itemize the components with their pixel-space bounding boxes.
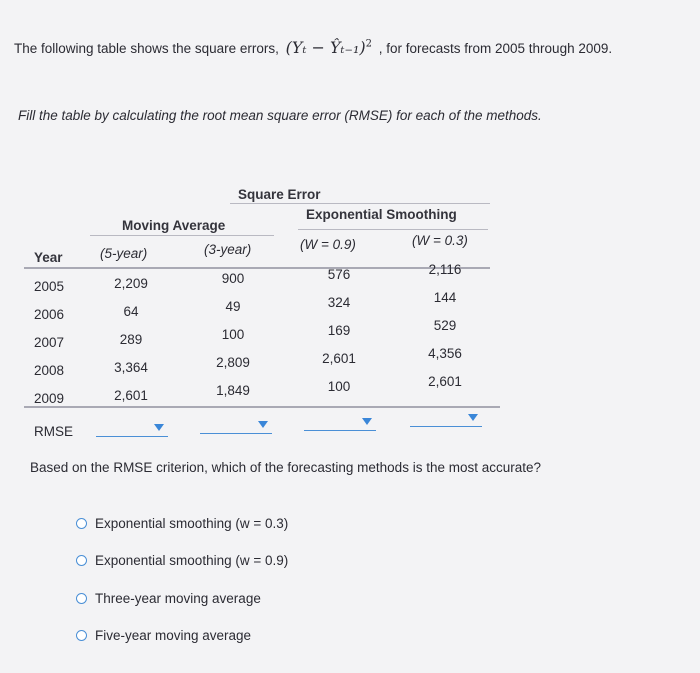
cell-w-09: 324	[327, 295, 351, 310]
square-error-formula: (Yₜ − Ŷₜ₋₁)$^2$	[285, 38, 372, 57]
header-rule-ma	[90, 235, 274, 236]
cell-w-03: 2,601	[428, 374, 462, 389]
cell-w-03: 529	[433, 318, 457, 333]
option-five-year-ma[interactable]	[76, 628, 251, 643]
cell-5-year: 3,364	[114, 360, 148, 375]
rmse-dropdown-w-03[interactable]	[410, 410, 482, 427]
question-text: Based on the RMSE criterion, which of the forecasting methods is the most accurate?	[30, 460, 542, 475]
rmse-dropdown-5-year[interactable]	[96, 420, 168, 437]
row-year: 2006	[34, 307, 65, 322]
cell-3-year: 100	[221, 327, 245, 342]
row-year: 2005	[34, 279, 65, 294]
cell-w-03: 2,116	[428, 262, 462, 277]
option-label: Three-year moving average	[95, 591, 261, 606]
cell-w-03: 4,356	[428, 346, 462, 361]
chevron-down-icon	[258, 421, 268, 428]
intro-before: The following table shows the square errors,	[14, 41, 279, 56]
cell-5-year: 289	[119, 332, 143, 347]
instruction-text: Fill the table by calculating the root mean square error (RMSE) for each of the methods.	[18, 108, 542, 123]
option-exp-w-09[interactable]	[76, 553, 288, 568]
chevron-down-icon	[362, 418, 372, 425]
row-year: 2008	[34, 363, 65, 378]
year-header: Year	[34, 250, 63, 265]
radio-button[interactable]	[76, 555, 87, 566]
option-exp-w-03[interactable]	[76, 516, 288, 531]
cell-w-03: 144	[433, 290, 457, 305]
cell-5-year: 2,209	[114, 276, 148, 291]
cell-3-year: 900	[221, 271, 245, 286]
chevron-down-icon	[468, 414, 478, 421]
option-label: Exponential smoothing (w = 0.3)	[95, 516, 289, 531]
cell-w-09: 169	[327, 323, 351, 338]
option-label: Five-year moving average	[95, 628, 252, 643]
row-year: 2007	[34, 335, 65, 350]
col-header-5-year: (5-year)	[100, 246, 148, 261]
option-label: Exponential smoothing (w = 0.9)	[95, 553, 289, 568]
radio-button[interactable]	[76, 593, 87, 604]
rmse-dropdown-w-09[interactable]	[304, 414, 376, 431]
cell-3-year: 49	[225, 299, 241, 314]
group-header-moving-average: Moving Average	[122, 218, 226, 233]
cell-w-09: 100	[327, 379, 351, 394]
cell-w-09: 2,601	[322, 351, 356, 366]
col-header-w-09: (W = 0.9)	[300, 237, 356, 252]
radio-button[interactable]	[76, 630, 87, 641]
col-header-w-03: (W = 0.3)	[412, 233, 468, 248]
chevron-down-icon	[154, 424, 164, 431]
group-header-exponential-smoothing: Exponential Smoothing	[306, 207, 457, 222]
cell-3-year: 1,849	[216, 383, 250, 398]
option-three-year-ma[interactable]	[76, 591, 261, 606]
super-header: Square Error	[238, 187, 321, 202]
col-header-3-year: (3-year)	[204, 242, 252, 257]
cell-3-year: 2,809	[216, 355, 250, 370]
rmse-rule	[24, 406, 500, 408]
header-rule-es	[298, 229, 488, 230]
rmse-dropdown-3-year[interactable]	[200, 417, 272, 434]
intro-after: , for forecasts from 2005 through 2009.	[378, 41, 613, 56]
header-rule-top	[230, 203, 490, 204]
cell-5-year: 64	[123, 304, 139, 319]
rmse-label: RMSE	[34, 424, 74, 439]
row-year: 2009	[34, 391, 65, 406]
radio-button[interactable]	[76, 518, 87, 529]
cell-5-year: 2,601	[114, 388, 148, 403]
cell-w-09: 576	[327, 267, 351, 282]
